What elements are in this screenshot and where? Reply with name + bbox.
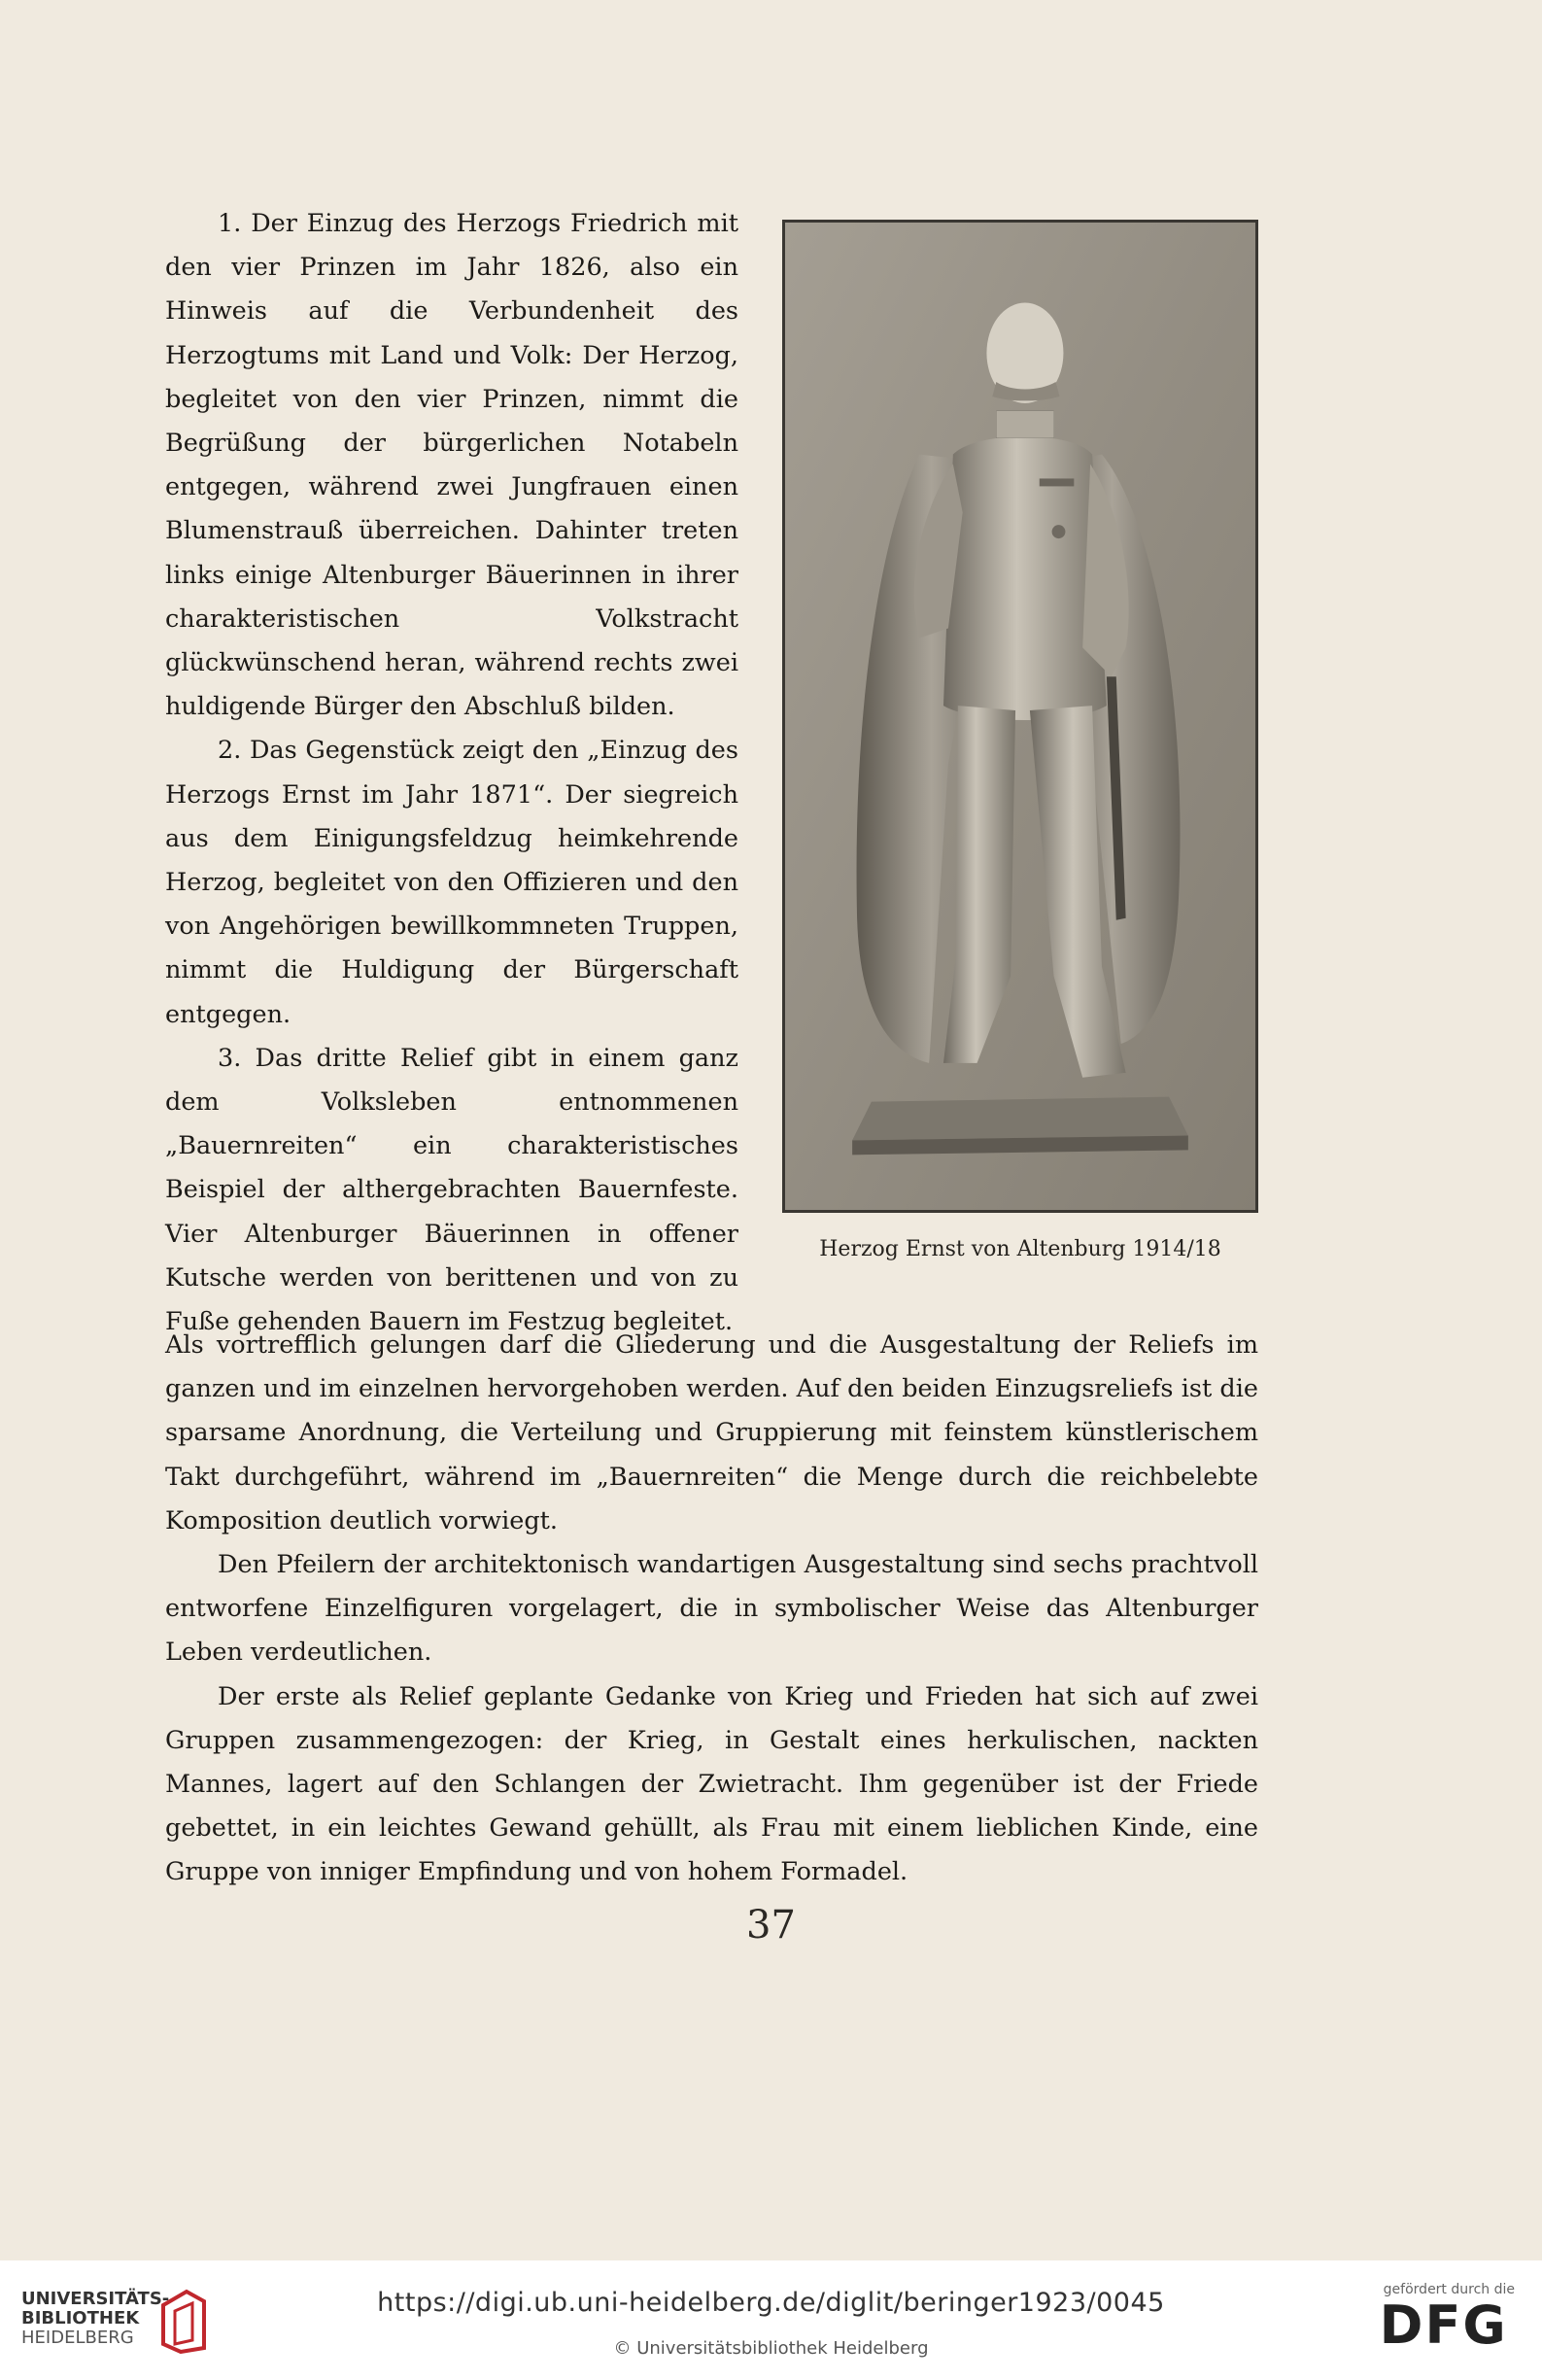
library-name-line1: UNIVERSITÄTS-	[21, 2289, 170, 2309]
paragraph-relief-1: 1. Der Einzug des Herzogs Friedrich mit den vier Prinzen im Jahr 1826, also ein Hinweis auf die Verbundenheit des Herzogtums mit Land und Volk: Der Herzog, begleitet von den vier Prinzen, nimmt die Begrüßung der bürgerlichen Notabeln entgegen, während zwei Jungfrauen einen Blumenstrauß überreichen. Dahinter treten links einige Altenburger Bäuerinnen in ihrer charakteristischen Volkstracht glückwünschend heran, während rechts zwei huldigende Bürger den Abschluß bilden.	[165, 209, 738, 722]
dfg-logo: DFG	[1379, 2294, 1508, 2356]
paragraph-pillars: Den Pfeilern der architektonisch wandartigen Ausgestaltung sind sechs prachtvoll entworfene Einzelfiguren vorgelagert, die in symbolischer Weise das Altenburger Leben verdeutlichen.	[165, 1550, 1258, 1668]
figure-caption: Herzog Ernst von Altenburg 1914/18	[819, 1237, 1221, 1261]
text-column-left	[165, 202, 738, 1344]
viewer-footer	[0, 2260, 1542, 2380]
permalink-url[interactable]: https://digi.ub.uni-heidelberg.de/diglit/beringer1923/0045	[377, 2288, 1165, 2318]
library-name-line3: HEIDELBERG	[21, 2328, 134, 2348]
library-name-line2: BIBLIOTHEK	[21, 2308, 140, 2328]
funding-note: gefördert durch die	[1383, 2282, 1515, 2297]
funder-block[interactable]	[1380, 2282, 1515, 2354]
text-full-width	[165, 1324, 1258, 1895]
paragraph-war-peace: Der erste als Relief geplante Gedanke von Krieg und Frieden hat sich auf zwei Gruppen zusammengezogen: der Krieg, in Gestalt eines herkulischen, nackten Mannes, lagert auf den Schlangen der Zwietracht. Ihm gegenüber ist der Friede gebettet, in ein leichtes Gewand gehüllt, als Frau mit einem lieblichen Kinde, eine Gruppe von inniger Empfindung und von hohem Formadel.	[165, 1681, 1258, 1887]
page-number: 37	[746, 1903, 796, 1948]
statue-photograph	[782, 220, 1258, 1213]
paragraph-relief-3: 3. Das dritte Relief gibt in einem ganz dem Volksleben entnommenen „Bauernreiten“ ein charakteristisches Beispiel der althergebrachten Bauernfeste. Vier Altenburger Bäuerinnen in offener Kutsche werden von berittenen und von zu Fuße gehenden Bauern im Festzug begleitet.	[165, 1043, 738, 1337]
paragraph-assessment: Als vortrefflich gelungen darf die Gliederung und die Ausgestaltung der Reliefs im ganzen und im einzelnen hervorgehoben werden. Auf den beiden Einzugsreliefs ist die sparsame Anordnung, die Verteilung und Gruppierung mit feinstem künstlerischem Takt durchgeführt, während im „Bauernreiten“ die Menge durch die reichbelebte Komposition deutlich vorwiegt.	[165, 1330, 1258, 1535]
statue-image	[785, 223, 1255, 1210]
copyright-notice: © Universitätsbibliothek Heidelberg	[613, 2338, 929, 2359]
paragraph-relief-2: 2. Das Gegenstück zeigt den „Einzug des Herzogs Ernst im Jahr 1871“. Der siegreich aus dem Einigungsfeldzug heimkehrende Herzog, begleitet von den Offizieren und den von Angehörigen bewillkommneten Truppen, nimmt die Huldigung der Bürgerschaft entgegen.	[165, 736, 738, 1029]
